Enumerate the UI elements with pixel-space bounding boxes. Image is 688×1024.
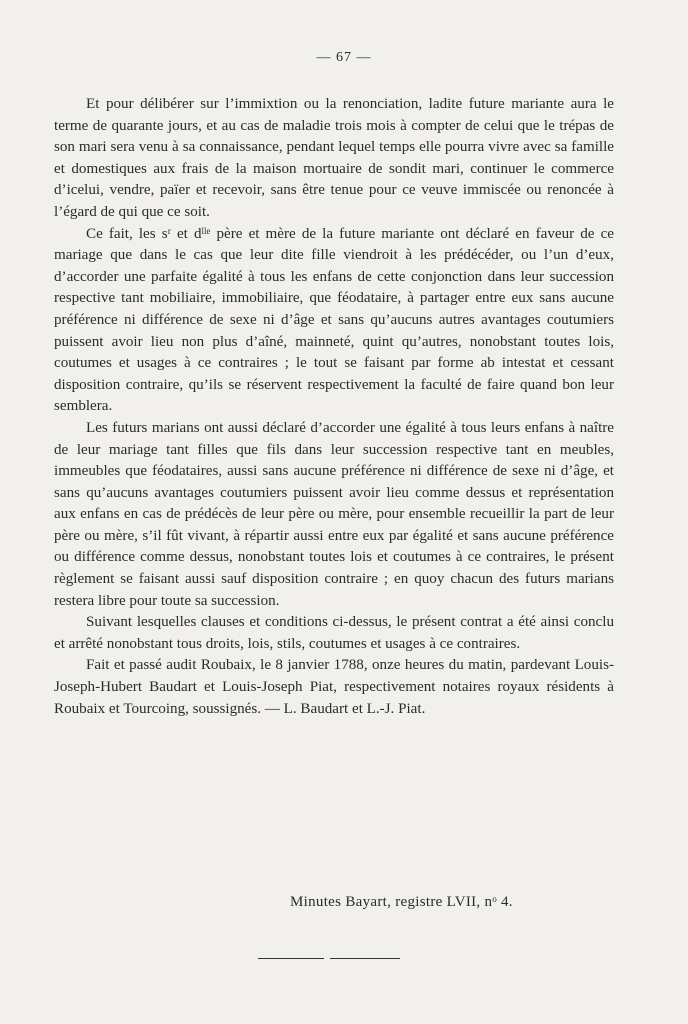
- paragraph: Les futurs marians ont aussi déclaré d’accorder une égalité à tous leurs enfans à naître de leur mariage tant filles que fils dans leur succession respective tant en meubles, immeubles que féodataires, aussi sans aucune préférence ni différence de sexe ni d’âge, et sans qu’aucuns avantages coutumiers puissent avoir lieu comme dessus et représentation aux enfans en cas de prédécès de leur père ou mère, pour ensemble recueillir la part de leur père ou mère, s’il fût vivant, à répartir aussi entre eux par égalité et sans aucune préférence ou différence comme dessus, nonobstant toutes lois et coutumes à ce contraires, le présent règlement se faisant aussi sauf disposition contraire ; en quoy chacun des futurs marians restera libre pour toute sa succession.: [54, 419, 614, 609]
- paragraph: Fait et passé audit Roubaix, le 8 janvier 1788, onze heures du matin, pardevant Louis-Joseph-Hubert Baudart et Louis-Joseph Piat, respectivement notaires royaux résidents à Roubaix et Tourcoing, soussignés. — L. Baudart et L.-J. Piat.: [54, 657, 614, 717]
- body-text: [54, 94, 614, 720]
- source-citation: Minutes Bayart, registre LVII, nᵒ 4.: [290, 894, 513, 910]
- page-number: — 67 —: [316, 50, 372, 65]
- paragraph: Suivant lesquelles clauses et conditions ci-dessus, le présent contrat a été ainsi conclu et arrêté nonobstant tous droits, lois, stils, coutumes et usages à ce contraires.: [54, 614, 614, 652]
- end-rule-left: [258, 958, 324, 959]
- paragraph: Et pour délibérer sur l’immixtion ou la renonciation, ladite future mariante aura le terme de quarante jours, et au cas de maladie trois mois à compter de celui que le trépas de son mari sera venu à sa connaissance, pendant lequel temps elle pourra vivre avec sa famille et domestiques aux frais de la maison mortuaire de sondit mari, continuer le commerce d’icelui, vendre, païer et recevoir, sans être tenue pour ce veuve immiscée ou renoncée à l’égard de qui que ce soit.: [54, 96, 614, 220]
- paragraph: Ce fait, les sʳ et dˡˡᵉ père et mère de la future mariante ont déclaré en faveur de ce mariage que dans le cas que leur dite fille viendroit à les prédécéder, ou l’un d’eux, d’accorder une parfaite égalité à tous les enfans de cette conjonction dans leur succession respective tant mobiliaire, immobiliaire, que féodataire, à partager entre eux sans aucune préférence ni différence de sexe ni d’âge et sans qu’aucuns autres avantages coutumiers puissent avoir lieu non plus d’aîné, mainneté, quint qu’autres, nonobstant toutes lois, coutumes et usages à ce contraires ; le tout se faisant par forme ab intestat et cessant disposition contraire, qu’ils se réservent respectivement la faculté de faire quand bon leur semblera.: [54, 225, 614, 415]
- end-rule-right: [330, 958, 400, 959]
